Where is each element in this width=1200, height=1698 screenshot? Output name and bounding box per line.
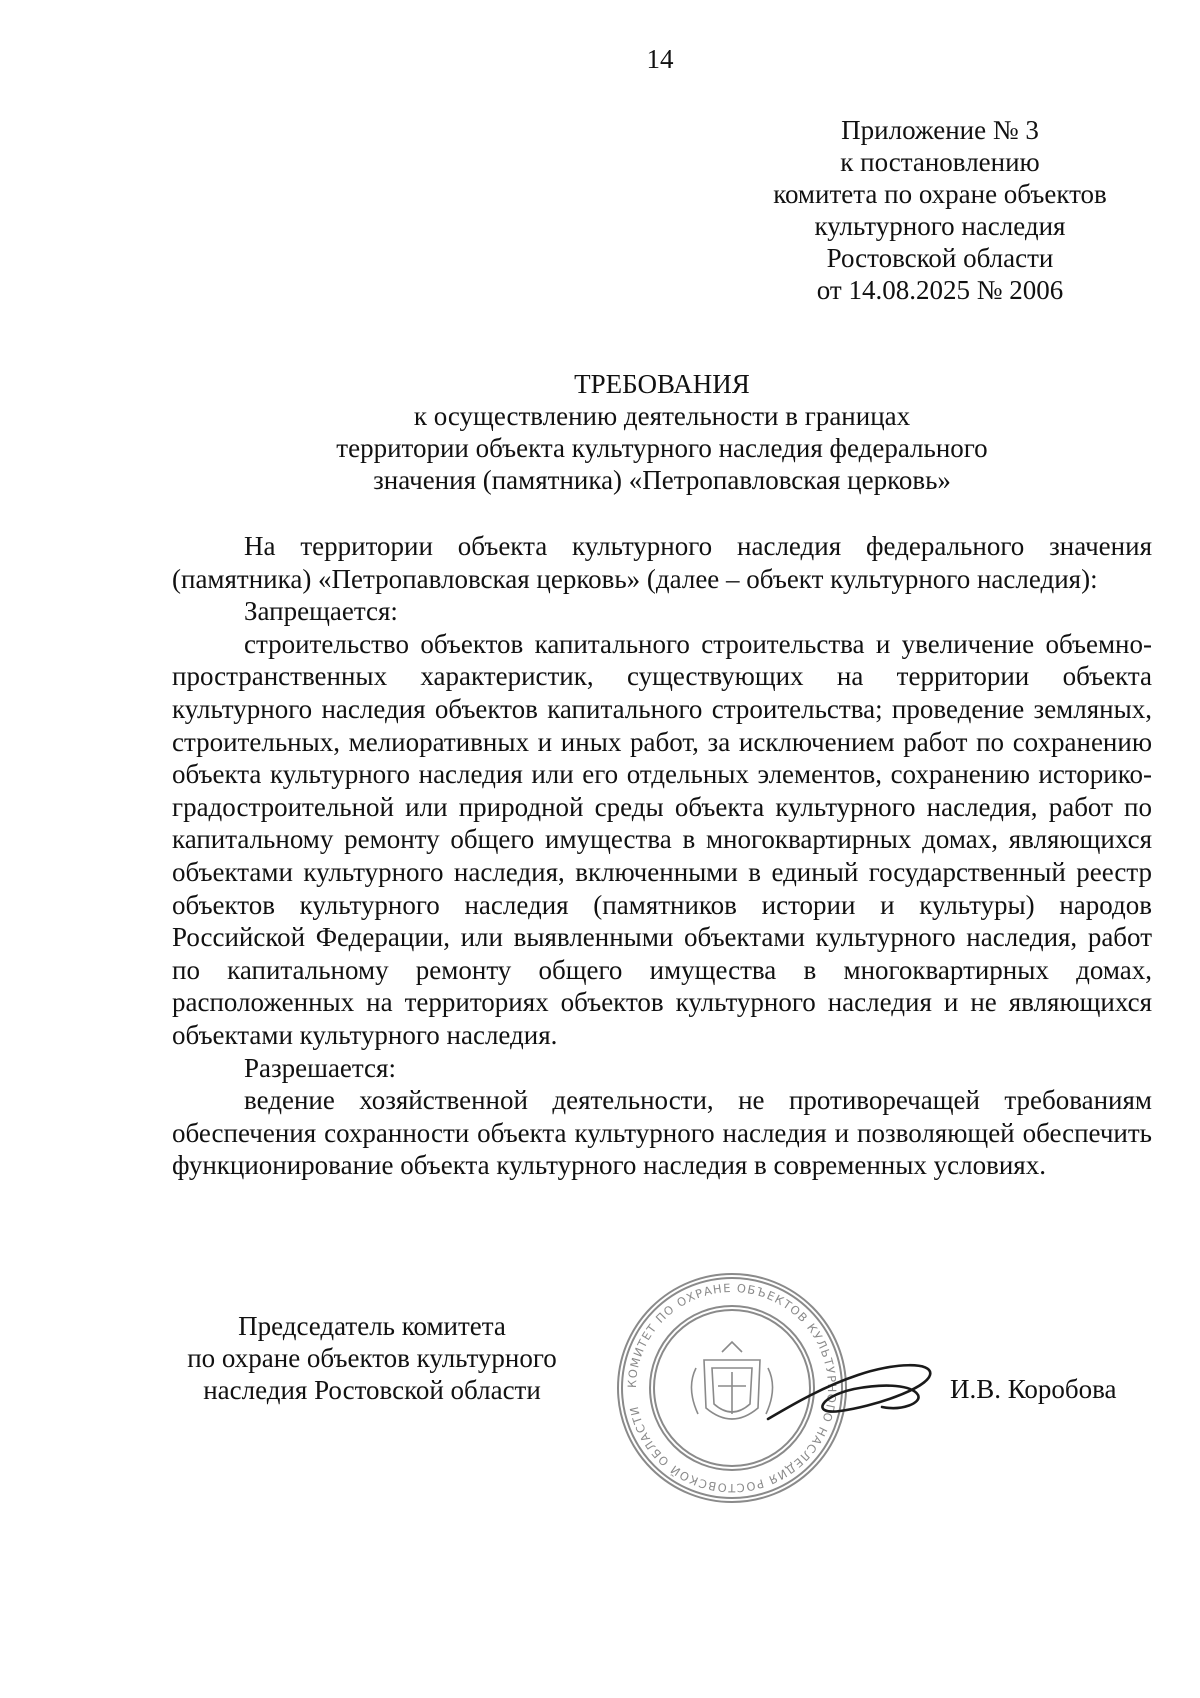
- title-line: значения (памятника) «Петропавловская церковь»: [373, 465, 951, 495]
- handwritten-signature: [762, 1345, 942, 1435]
- title-line: территории объекта культурного наследия федерального: [336, 433, 988, 463]
- signer-name: И.В. Коробова: [950, 1374, 1117, 1404]
- appendix-line: культурного наследия: [814, 211, 1066, 241]
- position-line: по охране объектов культурного: [187, 1343, 557, 1373]
- position-line: наследия Ростовской области: [203, 1375, 541, 1405]
- coat-of-arms-icon: [691, 1342, 772, 1419]
- signatory-position: [172, 1310, 572, 1406]
- appendix-line: от 14.08.2025 № 2006: [816, 275, 1064, 305]
- page-number: 14: [646, 44, 674, 74]
- body-paragraph: ведение хозяйственной деятельности, не противоречащей требованиям обеспечения сохранности объекта культурного наследия и позволяющей обеспечить функционирование объекта культурного наследия в современных условиях.: [172, 1085, 1152, 1181]
- document-title: [172, 368, 1152, 496]
- title-line: к осуществлению деятельности в границах: [413, 401, 911, 431]
- body-paragraph: строительство объектов капитального строительства и увеличение объемно-пространственных характеристик, существующих на территории объекта культурного наследия объектов капитального строительства; проведение земляных, строительных, мелиоративных и иных работ, за исключением работ по сохранению объекта культурного наследия или его отдельных элементов, сохранению историко-градостроительной или природной среды объекта культурного наследия, работ по капитальному ремонту общего имущества в многоквартирных домах, являющихся объектами культурного наследия, включенными в единый государственный реестр объектов культурного наследия (памятников истории и культуры) народов Российской Федерации, или выявленными объектами культурного наследия, работ по капитальному ремонту общего имущества в многоквартирных домах, расположенных на территориях объектов культурного наследия и не являющихся объектами культурного наследия.: [172, 628, 1152, 1050]
- body-paragraph: Запрещается:: [244, 596, 398, 627]
- appendix-line: комитета по охране объектов: [773, 179, 1107, 209]
- appendix-line: к постановлению: [840, 147, 1040, 177]
- body-paragraph: На территории объекта культурного наследия федерального значения (памятника) «Петропавловская церковь» (далее – объект культурного наследия):: [172, 531, 1152, 594]
- document-body: [172, 530, 1152, 1182]
- title-heading: ТРЕБОВАНИЯ: [574, 369, 750, 399]
- appendix-line: Ростовской области: [826, 243, 1054, 273]
- stamp-ring-text: КОМИТЕТ ПО ОХРАНЕ ОБЪЕКТОВ КУЛЬТУРНОГО НАСЛЕДИЯ РОСТОВСКОЙ ОБЛАСТИ: [624, 1280, 840, 1496]
- position-line: Председатель комитета: [238, 1311, 506, 1341]
- body-paragraph: Разрешается:: [244, 1052, 396, 1083]
- appendix-block: [700, 114, 1180, 306]
- appendix-line: Приложение № 3: [841, 115, 1039, 145]
